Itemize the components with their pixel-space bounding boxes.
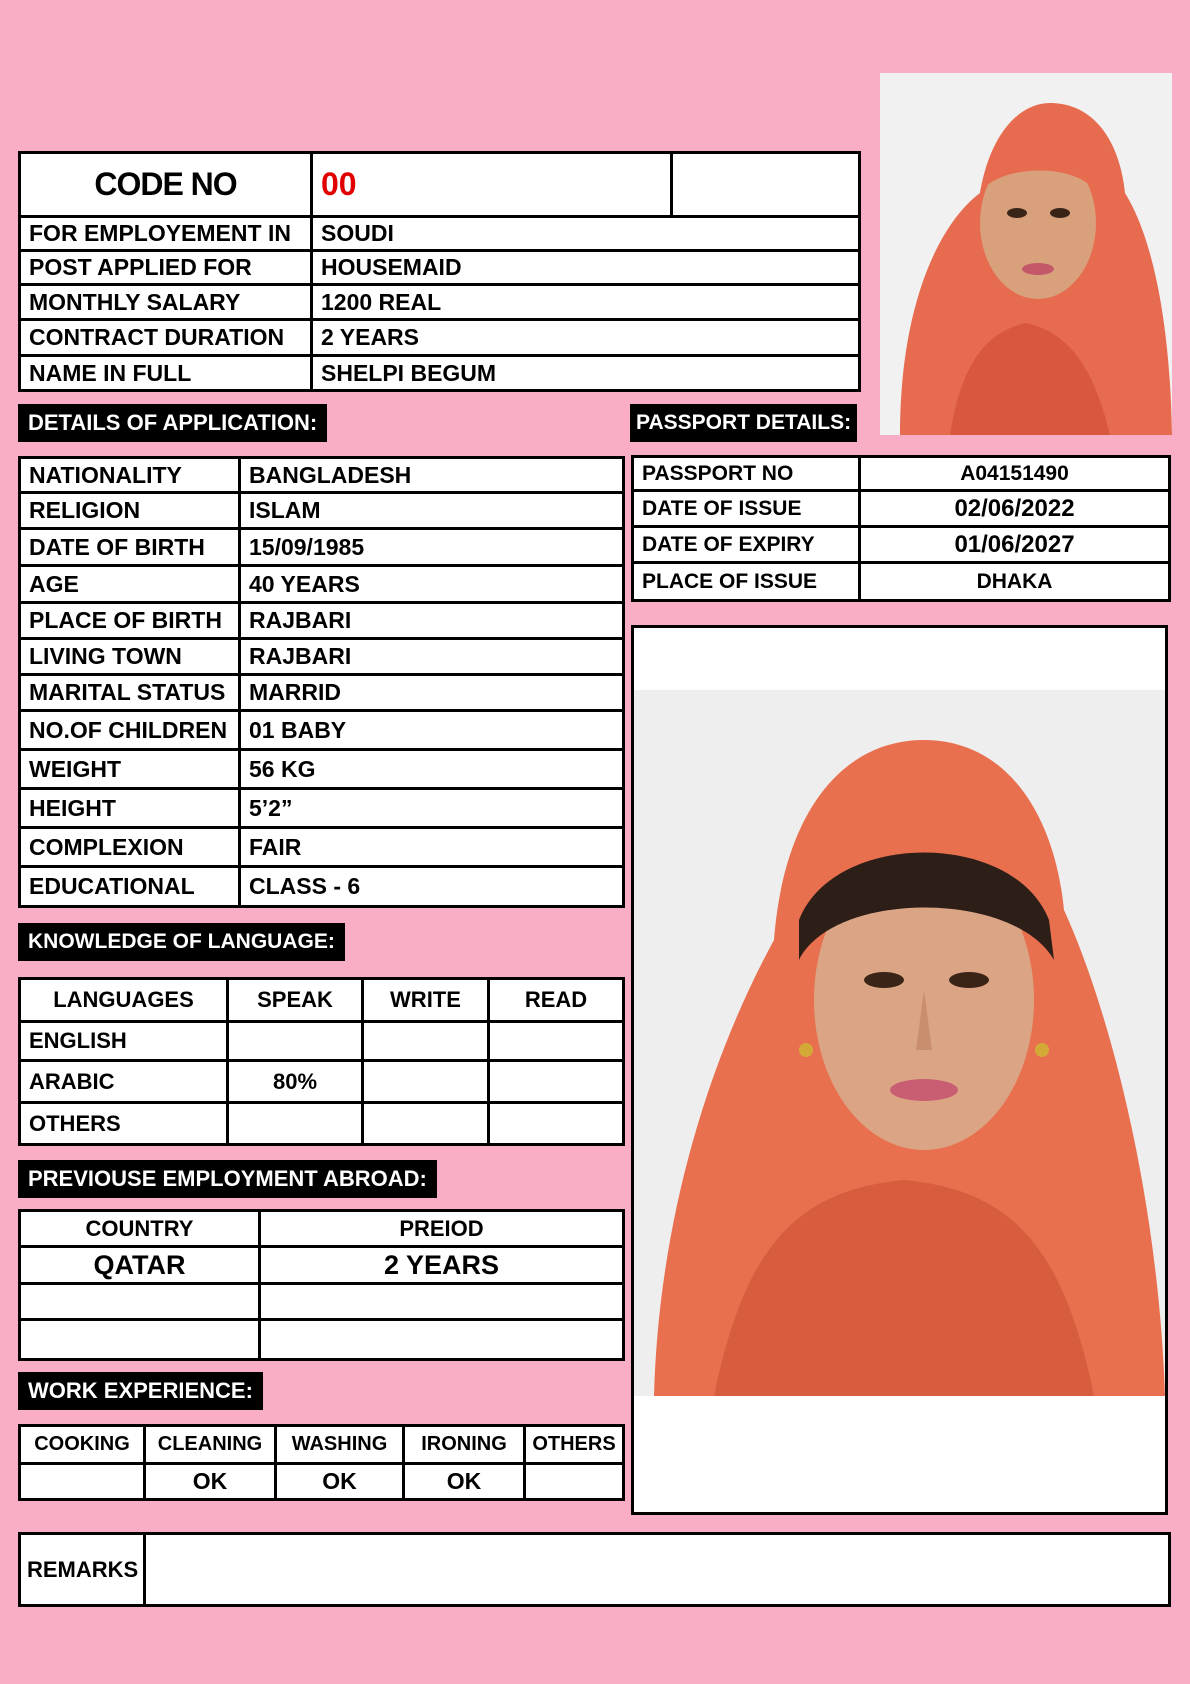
language-read (489, 1061, 624, 1103)
top-label: MONTHLY SALARY (20, 285, 312, 320)
language-speak: 80% (228, 1061, 363, 1103)
passport-table (631, 455, 1171, 602)
person-portrait-icon (634, 690, 1165, 1396)
top-value: SOUDI (312, 217, 860, 251)
app-value: FAIR (240, 828, 624, 867)
work-header: WORK EXPERIENCE: (18, 1372, 263, 1410)
passport-value: 02/06/2022 (860, 491, 1170, 527)
work-col-header: CLEANING (145, 1426, 276, 1464)
app-label: LIVING TOWN (20, 639, 240, 675)
work-col-header: IRONING (404, 1426, 525, 1464)
employment-col-header: COUNTRY (20, 1211, 260, 1247)
top-value: HOUSEMAID (312, 251, 860, 285)
language-speak (228, 1103, 363, 1145)
top-info-table (18, 151, 861, 392)
work-value (20, 1464, 145, 1500)
language-write (363, 1103, 489, 1145)
code-label: CODE NO (20, 153, 312, 217)
app-label: NO.OF CHILDREN (20, 711, 240, 750)
app-value: RAJBARI (240, 639, 624, 675)
top-value: 2 YEARS (312, 320, 860, 356)
app-label: NATIONALITY (20, 458, 240, 493)
language-header: KNOWLEDGE OF LANGUAGE: (18, 923, 345, 961)
employment-empty-cell (20, 1320, 260, 1360)
work-value: OK (276, 1464, 404, 1500)
employment-period: 2 YEARS (260, 1247, 624, 1284)
language-col-header: READ (489, 979, 624, 1022)
remarks-value (145, 1534, 1170, 1606)
app-label: PLACE OF BIRTH (20, 603, 240, 639)
top-value: 1200 REAL (312, 285, 860, 320)
passport-label: DATE OF EXPIRY (633, 527, 860, 563)
work-col-header: OTHERS (525, 1426, 624, 1464)
language-name: ARABIC (20, 1061, 228, 1103)
employment-empty-cell (260, 1284, 624, 1320)
app-value: CLASS - 6 (240, 867, 624, 907)
app-value: MARRID (240, 675, 624, 711)
code-blank (672, 153, 860, 217)
passport-header: PASSPORT DETAILS: (630, 404, 857, 442)
passport-value: DHAKA (860, 563, 1170, 601)
language-table (18, 977, 625, 1146)
app-value: 40 YEARS (240, 566, 624, 603)
work-value (525, 1464, 624, 1500)
app-label: HEIGHT (20, 789, 240, 828)
employment-empty-cell (20, 1284, 260, 1320)
passport-value: A04151490 (860, 457, 1170, 491)
language-name: OTHERS (20, 1103, 228, 1145)
application-header: DETAILS OF APPLICATION: (18, 404, 327, 442)
app-label: RELIGION (20, 493, 240, 529)
language-col-header: SPEAK (228, 979, 363, 1022)
app-value: BANGLADESH (240, 458, 624, 493)
app-value: 15/09/1985 (240, 529, 624, 566)
language-speak (228, 1022, 363, 1061)
work-table (18, 1424, 625, 1501)
top-label: NAME IN FULL (20, 356, 312, 391)
employment-empty-cell (260, 1320, 624, 1360)
remarks-table (18, 1532, 1171, 1607)
language-col-header: WRITE (363, 979, 489, 1022)
passport-label: DATE OF ISSUE (633, 491, 860, 527)
language-write (363, 1022, 489, 1061)
top-value: SHELPI BEGUM (312, 356, 860, 391)
app-value: RAJBARI (240, 603, 624, 639)
work-col-header: COOKING (20, 1426, 145, 1464)
app-label: EDUCATIONAL (20, 867, 240, 907)
work-value: OK (145, 1464, 276, 1500)
passport-label: PLACE OF ISSUE (633, 563, 860, 601)
remarks-label: REMARKS (20, 1534, 145, 1606)
top-label: CONTRACT DURATION (20, 320, 312, 356)
top-label: POST APPLIED FOR (20, 251, 312, 285)
app-value: 5’2” (240, 789, 624, 828)
employment-country: QATAR (20, 1247, 260, 1284)
employment-table (18, 1209, 625, 1361)
language-write (363, 1061, 489, 1103)
code-value: 00 (312, 153, 672, 217)
full-photo (634, 690, 1165, 1396)
app-value: 01 BABY (240, 711, 624, 750)
language-name: ENGLISH (20, 1022, 228, 1061)
app-value: 56 KG (240, 750, 624, 789)
employment-col-header: PREIOD (260, 1211, 624, 1247)
passport-value: 01/06/2027 (860, 527, 1170, 563)
language-col-header: LANGUAGES (20, 979, 228, 1022)
language-read (489, 1022, 624, 1061)
app-label: DATE OF BIRTH (20, 529, 240, 566)
application-table (18, 456, 625, 908)
employment-header: PREVIOUSE EMPLOYMENT ABROAD: (18, 1160, 437, 1198)
passport-photo-small (880, 73, 1172, 435)
app-label: WEIGHT (20, 750, 240, 789)
app-value: ISLAM (240, 493, 624, 529)
passport-label: PASSPORT NO (633, 457, 860, 491)
work-col-header: WASHING (276, 1426, 404, 1464)
app-label: AGE (20, 566, 240, 603)
person-portrait-icon (880, 73, 1172, 435)
app-label: COMPLEXION (20, 828, 240, 867)
language-read (489, 1103, 624, 1145)
work-value: OK (404, 1464, 525, 1500)
app-label: MARITAL STATUS (20, 675, 240, 711)
top-label: FOR EMPLOYEMENT IN (20, 217, 312, 251)
